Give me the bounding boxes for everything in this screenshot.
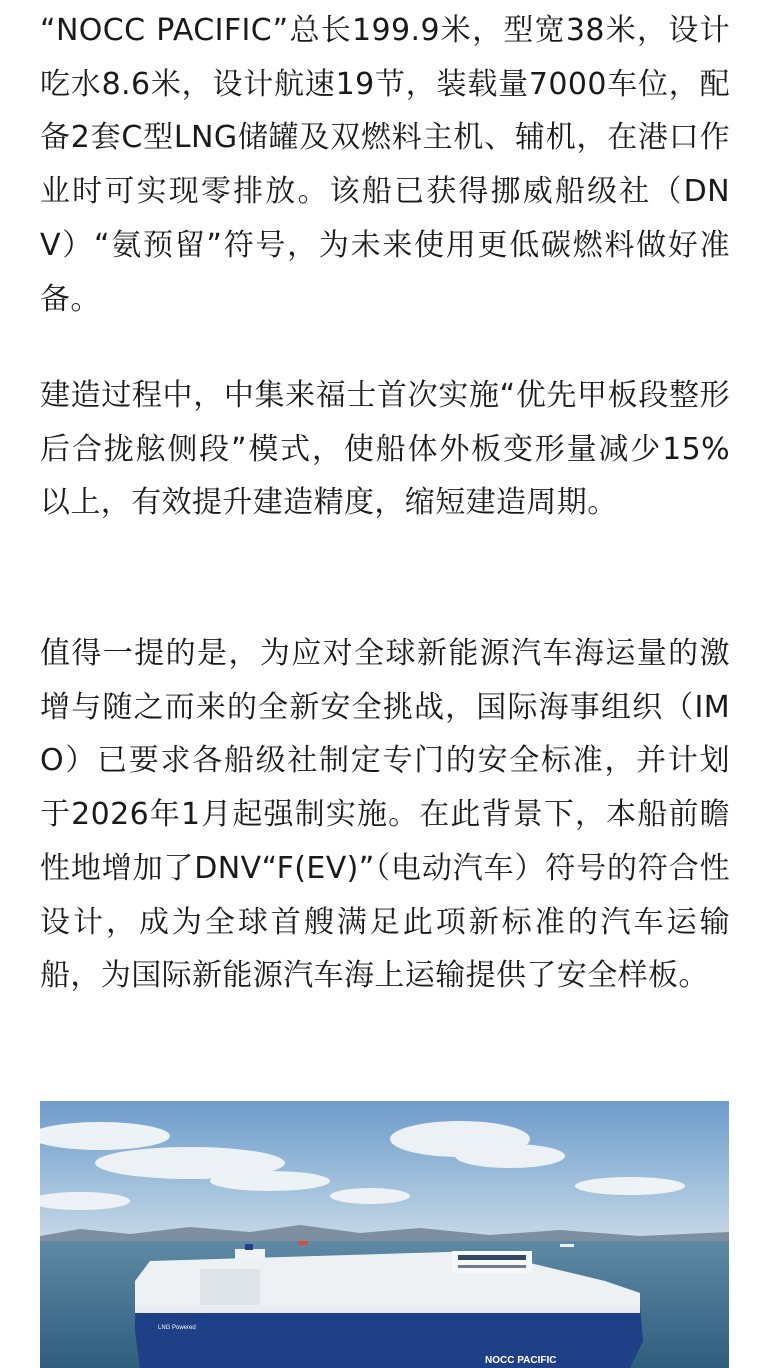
hull-text: LNG Powered — [158, 1325, 196, 1331]
paragraph-ship-specs: “NOCC PACIFIC”总长199.9米，型宽38米，设计吃水8.6米，设计航速19节，装载量7000车位，配备2套C型LNG储罐及双燃料主机、辅机，在港口作业时可实现零排放。该船已获得挪威船级社（DNV）“氨预留”符号，为未来使用更低碳燃料做好准备。 — [40, 13, 730, 317]
small-boat — [298, 1241, 308, 1245]
ship-photo-illustration — [40, 1101, 729, 1368]
ship-photo[interactable] — [40, 1101, 729, 1368]
paragraph-ev-safety: 值得一提的是，为应对全球新能源汽车海运量的激增与随之而来的全新安全挑战，国际海事组织（IMO）已要求各船级社制定专门的安全标准，并计划于2026年1月起强制实施。在此背景下，本船前瞻性地增加了DNV“F(EV)”（电动汽车）符号的符合性设计，成为全球首艘满足此项新标准的汽车运输船，为国际新能源汽车海上运输提供了安全样板。 — [40, 636, 730, 994]
paragraph-construction: 建造过程中，中集来福士首次实施“优先甲板段整形后合拢舷侧段”模式，使船体外板变形量减少15%以上，有效提升建造精度，缩短建造周期。 — [40, 378, 730, 521]
small-boat — [560, 1244, 574, 1247]
ship-name-text: NOCC PACIFIC — [485, 1355, 557, 1366]
